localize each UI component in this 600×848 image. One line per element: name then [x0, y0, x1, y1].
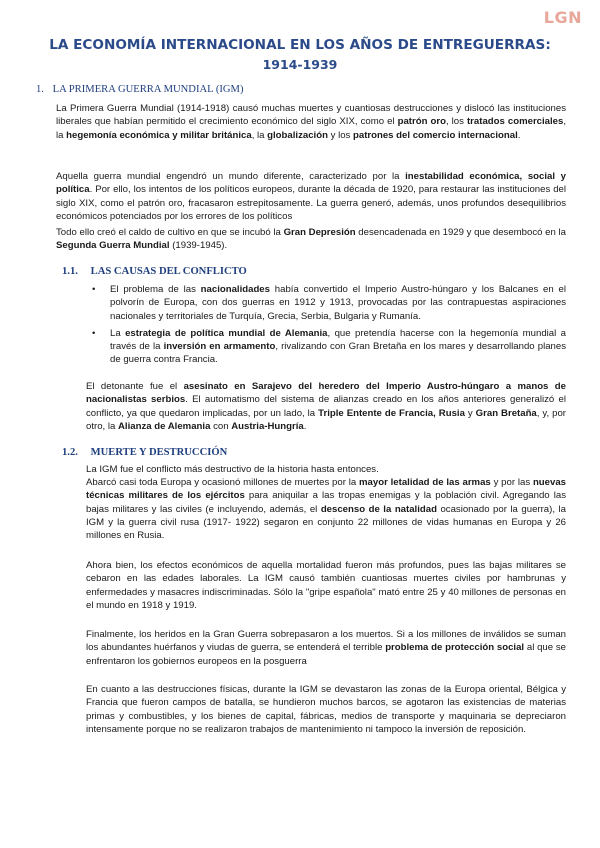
body-text: La	[110, 327, 126, 339]
body-text: para aniquilar a las tropas enemigas y la población civil. Agregando las bajas militares y las civiles (e incluyendo, además, el	[86, 490, 567, 515]
section-1-paragraph-1	[56, 102, 566, 142]
body-text: y por las	[490, 477, 533, 488]
body-text: El detonante fue el	[86, 381, 184, 392]
section-1-2-paragraph-2	[86, 476, 566, 542]
list-item	[92, 327, 566, 367]
body-text: desencadenada en 1929 y que desembocó en la	[355, 227, 567, 238]
emphasis-text: inestabilidad económica, social y política	[56, 171, 566, 196]
page-title	[0, 36, 600, 74]
section-1-2-title: MUERTE Y DESTRUCCIÓN	[90, 447, 228, 458]
bullet-text	[110, 284, 566, 322]
emphasis-text: Gran Depresión	[283, 227, 356, 238]
emphasis-text: Alianza de Alemania	[118, 420, 211, 432]
bullet-icon: •	[92, 284, 96, 295]
emphasis-text: globalización	[267, 129, 328, 141]
body-text: había convertido el Imperio Austro-húngaro y los Balcanes en el polvorín de Europa, con dos guerras en 1912 y 1913, provocadas por las contrapuestas aspiraciones nacionales y territoriales de Turquía, Grecia, Serbia, Bulgaria y Rumanía.	[110, 284, 566, 322]
section-1-heading	[36, 84, 244, 95]
section-1-2-paragraph-3	[86, 559, 566, 612]
body-text: Aquella guerra mundial engendró un mundo diferente, caracterizado por la	[56, 171, 406, 182]
list-item	[92, 283, 566, 323]
emphasis-text: Austria-Hungría	[231, 420, 304, 432]
body-text: Todo ello creó el caldo de cultivo en que se incubó la	[56, 227, 284, 238]
emphasis-text: tratados comerciales	[466, 116, 564, 128]
emphasis-text: nuevas técnicas militares de los ejércitos	[86, 477, 567, 502]
body-text: El problema de las	[110, 284, 201, 295]
emphasis-text: Gran Bretaña	[475, 407, 537, 419]
body-text: Finalmente, los heridos en la Gran Guerra sobrepasaron a los muertos. Si a los millones de inválidos se suman los abundantes huérfanos y viudas de guerra, se entenderá el terrible	[86, 629, 566, 654]
section-1-number: 1.	[36, 84, 44, 95]
emphasis-text: patrones del comercio internacional	[353, 129, 518, 141]
bullet-icon: •	[92, 327, 96, 339]
body-text: y	[464, 407, 476, 419]
section-1-1-title: LAS CAUSAS DEL CONFLICTO	[90, 266, 247, 277]
bullet-text	[110, 328, 566, 366]
emphasis-text: descenso de la natalidad	[320, 503, 437, 515]
section-1-paragraph-2	[56, 170, 566, 223]
body-text: , que pretendía hacerse con la hegemonía mundial a través de la	[110, 327, 566, 353]
body-text: ocasionado por la guerra), la IGM y la guerra civil rusa (1917- 1922) segaron en conjunto 22 millones de vidas humanas en Europa y 26 millones en Rusia.	[86, 503, 566, 542]
section-1-1-heading	[62, 266, 247, 277]
body-text: Abarcó casi toda Europa y ocasionó millones de muertes por la	[86, 477, 360, 488]
emphasis-text: patrón oro	[397, 116, 446, 128]
body-text: .	[303, 420, 307, 432]
emphasis-text: asesinato en Sarajevo del heredero del Imperio Austro-húngaro a manos de nacionalistas serbios	[86, 381, 566, 406]
title-line-2: 1914-1939	[262, 57, 338, 72]
body-text: con	[210, 420, 232, 432]
section-1-2-paragraph-5	[86, 683, 566, 736]
body-text: Ahora bien, los efectos económicos de aquella mortalidad fueron más profundos, pues las bajas militares se cebaron en las edades laborales. La IGM causó también cuantiosas muertes civiles por hambrunas y enfermedades y masacres indiscriminadas. Sólo la "gripe española" mató entre 25 y 40 millones de personas en el mundo en 1918 y 1919.	[86, 560, 566, 611]
emphasis-text: estrategia de política mundial de Alemania	[125, 327, 328, 339]
section-1-paragraph-3	[56, 226, 566, 253]
title-line-1: LA ECONOMÍA INTERNACIONAL EN LOS AÑOS DE ENTREGUERRAS:	[49, 37, 551, 53]
emphasis-text: problema de protección social	[385, 642, 525, 654]
emphasis-text: Triple Entente de Francia, Rusia	[318, 407, 465, 419]
body-text: al que se enfrentaron los gobiernos europeos en la posguerra	[86, 642, 566, 667]
section-1-1-number: 1.1.	[62, 266, 78, 277]
emphasis-text: Segunda Guerra Mundial	[56, 240, 170, 252]
emphasis-text: hegemonía económica y militar británica	[66, 129, 252, 141]
body-text: En cuanto a las destrucciones físicas, durante la IGM se devastaron las zonas de la Europa oriental, Bélgica y Francia que fueron campos de batalla, se hundieron muchos barcos, se agotaron las existencias de materias primas y combustibles, y los bienes de capital, fábricas, medios de transporte y maquinaria se depreciaron intensamente porque no se realizaron trabajos de mantenimiento ni tampoco la inversión de reposición.	[86, 684, 566, 735]
emphasis-text: mayor letalidad de las armas	[359, 477, 491, 488]
emphasis-text: nacionalidades	[200, 284, 270, 295]
body-text: , los	[445, 116, 467, 128]
logo: LGN	[543, 8, 582, 27]
section-1-2-paragraph-1	[86, 463, 566, 476]
section-1-2-heading	[62, 447, 227, 458]
body-text: La IGM fue el conflicto más destructivo de la historia hasta entonces.	[86, 464, 379, 475]
section-1-title: LA PRIMERA GUERRA MUNDIAL (IGM)	[52, 84, 244, 95]
body-text: , la	[251, 129, 268, 141]
body-text: , la	[56, 116, 567, 141]
causes-bullet-list	[92, 283, 566, 371]
body-text: . El automatismo del sistema de alianzas creado en los años anteriores generalizó el conflicto, ya que quedaron implicadas, por un lado, la	[86, 394, 566, 419]
body-text: (1939-1945).	[169, 240, 228, 252]
section-1-2-paragraph-4	[86, 628, 566, 668]
body-text: y los	[327, 129, 353, 141]
body-text: La Primera Guerra Mundial (1914-1918) causó muchas muertes y cuantiosas destrucciones y dislocó las instituciones liberales que habían permitido el crecimiento económico del siglo XIX, como el	[56, 103, 566, 128]
body-text: .	[517, 129, 521, 141]
body-text: . Por ello, los intentos de los políticos europeos, durante la década de 1920, para restaurar las instituciones del siglo XIX, como el patrón oro, fracasaron estrepitosamente. La guerra generó, además, unos profundos desequilibrios económicos potenciados por los errores de los políticos	[56, 184, 566, 222]
section-1-2-number: 1.2.	[62, 447, 78, 458]
section-1-1-paragraph	[86, 380, 566, 433]
body-text: , rivalizando con Gran Bretaña en los mares y desarrollando planes de guerra contra Francia.	[110, 341, 566, 366]
emphasis-text: inversión en armamento	[163, 341, 276, 353]
body-text: , y, por otro, la	[86, 407, 566, 432]
